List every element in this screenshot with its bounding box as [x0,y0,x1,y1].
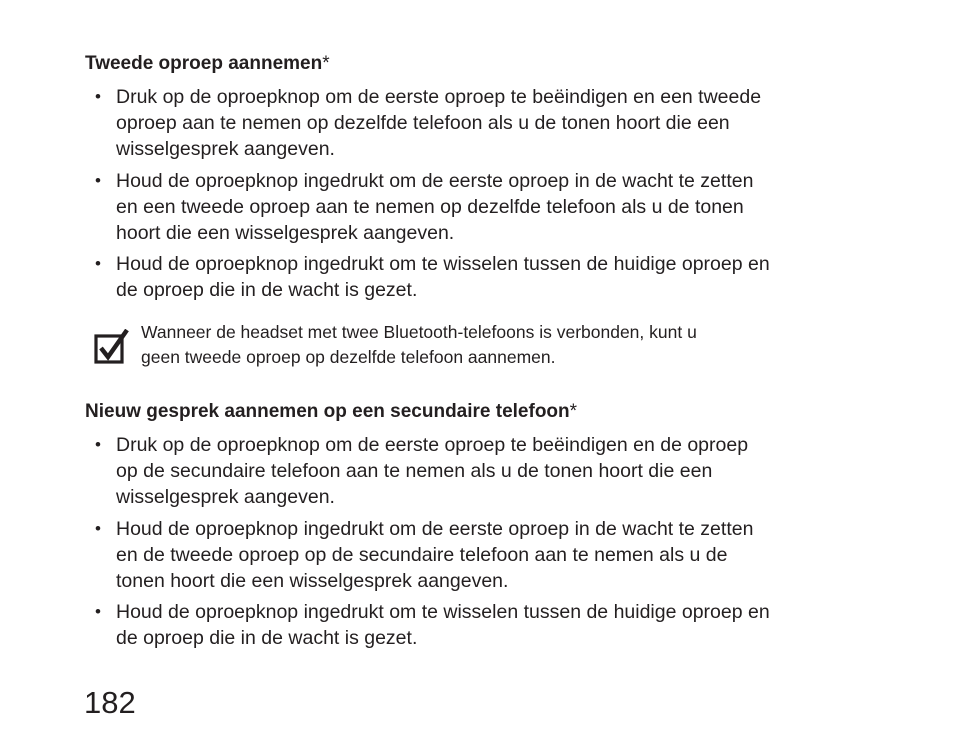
bullet-list-secondary-phone [95,432,895,657]
list-item [95,599,895,651]
section-title: Nieuw gesprek aannemen op een secundaire telefoon [85,401,570,422]
text-line: wisselgesprek aangeven. [116,138,335,161]
page-number: 182 [84,685,136,720]
text-line: Houd de oproepknop ingedrukt om te wisselen tussen de huidige oproep en [116,601,770,624]
text-line: Houd de oproepknop ingedrukt om te wisselen tussen de huidige oproep en [116,253,770,276]
text-line: Houd de oproepknop ingedrukt om de eerste oproep in de wacht te zetten [116,517,754,540]
text-line: tonen hoort die een wisselgesprek aangeven. [116,570,509,593]
bullet-icon: • [95,254,101,274]
list-item [95,84,895,163]
text-line: Druk op de oproepknop om de eerste oproep te beëindigen en een tweede [116,86,762,108]
list-item [95,251,895,303]
text-line: de oproep die in de wacht is gezet. [116,279,418,302]
bullet-icon: • [95,518,101,538]
footnote-marker: * [322,53,330,74]
checkbox-check-icon [94,329,130,365]
text-line: en een tweede oproep aan te nemen op dezelfde telefoon als u de tonen [116,195,744,218]
text-line: geen tweede oproep op dezelfde telefoon aannemen. [141,346,556,367]
text-line: op de secundaire telefoon aan te nemen als u de tonen hoort die een [116,460,713,483]
text-line: Houd de oproepknop ingedrukt om de eerste oproep in de wacht te zetten [116,169,754,192]
text-line: hoort die een wisselgesprek aangeven. [116,222,455,245]
note-box [94,320,874,368]
bullet-icon: • [95,435,101,454]
bullet-icon: • [95,87,101,106]
text-line: Druk op de oproepknop om de eerste oproep te beëindigen en de oproep [116,434,749,456]
list-item [95,168,895,247]
text-line: Wanneer de headset met twee Bluetooth-telefoons is verbonden, kunt u [141,322,697,342]
bullet-list-second-call [95,84,895,309]
list-item [95,516,895,595]
bullet-icon: • [95,170,101,190]
list-item [95,432,895,511]
note-text [141,320,697,369]
text-line: en de tweede oproep op de secundaire telefoon aan te nemen als u de [116,543,728,566]
section-heading-second-call [85,52,330,76]
text-line: de oproep die in de wacht is gezet. [116,627,418,650]
footnote-marker: * [569,401,578,422]
text-line: wisselgesprek aangeven. [116,486,335,509]
section-heading-secondary-phone [85,400,577,424]
bullet-icon: • [95,602,101,622]
section-title: Tweede oproep aannemen [85,53,323,74]
text-line: oproep aan te nemen op dezelfde telefoon als u de tonen hoort die een [116,112,730,135]
